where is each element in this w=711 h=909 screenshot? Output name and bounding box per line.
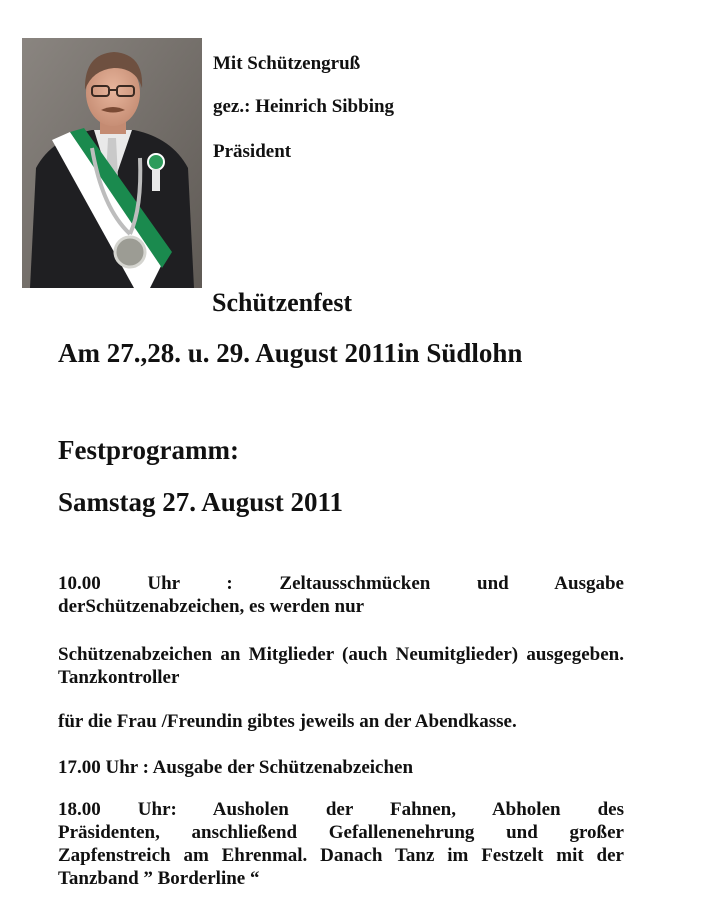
program-item-first-line: 10.00 Uhr : Zeltausschmücken und Ausgabe	[58, 573, 624, 594]
program-item-rest: Präsidenten, anschließend Gefallenenehrung und großer Zapfenstreich am Ehrenmal. Danach Tanz im Festzelt mit der Tanzband ” Borderline “	[58, 822, 624, 889]
program-item-first-line: 18.00 Uhr: Ausholen der Fahnen, Abholen des	[58, 799, 624, 820]
signature-role: Präsident	[213, 141, 292, 162]
event-dates: Am 27.,28. u. 29. August 2011in Südlohn	[58, 338, 523, 368]
program-day: Samstag 27. August 2011	[58, 487, 344, 517]
president-portrait-photo	[22, 38, 202, 288]
program-item: 17.00 Uhr : Ausgabe der Schützenabzeichen	[58, 757, 414, 778]
signature-name: gez.: Heinrich Sibbing	[213, 96, 395, 117]
program-item	[58, 572, 624, 618]
program-heading: Festprogramm:	[58, 435, 239, 465]
program-item-rest: derSchützenabzeichen, es werden nur	[58, 596, 365, 617]
program-item: für die Frau /Freundin gibtes jeweils an der Abendkasse.	[58, 711, 517, 732]
program-item: Schützenabzeichen an Mitglieder (auch Neumitglieder) ausgegeben. Tanzkontroller	[58, 644, 624, 688]
signature-greeting: Mit Schützengruß	[213, 53, 361, 74]
program-item	[58, 798, 624, 890]
event-title: Schützenfest	[212, 288, 353, 317]
